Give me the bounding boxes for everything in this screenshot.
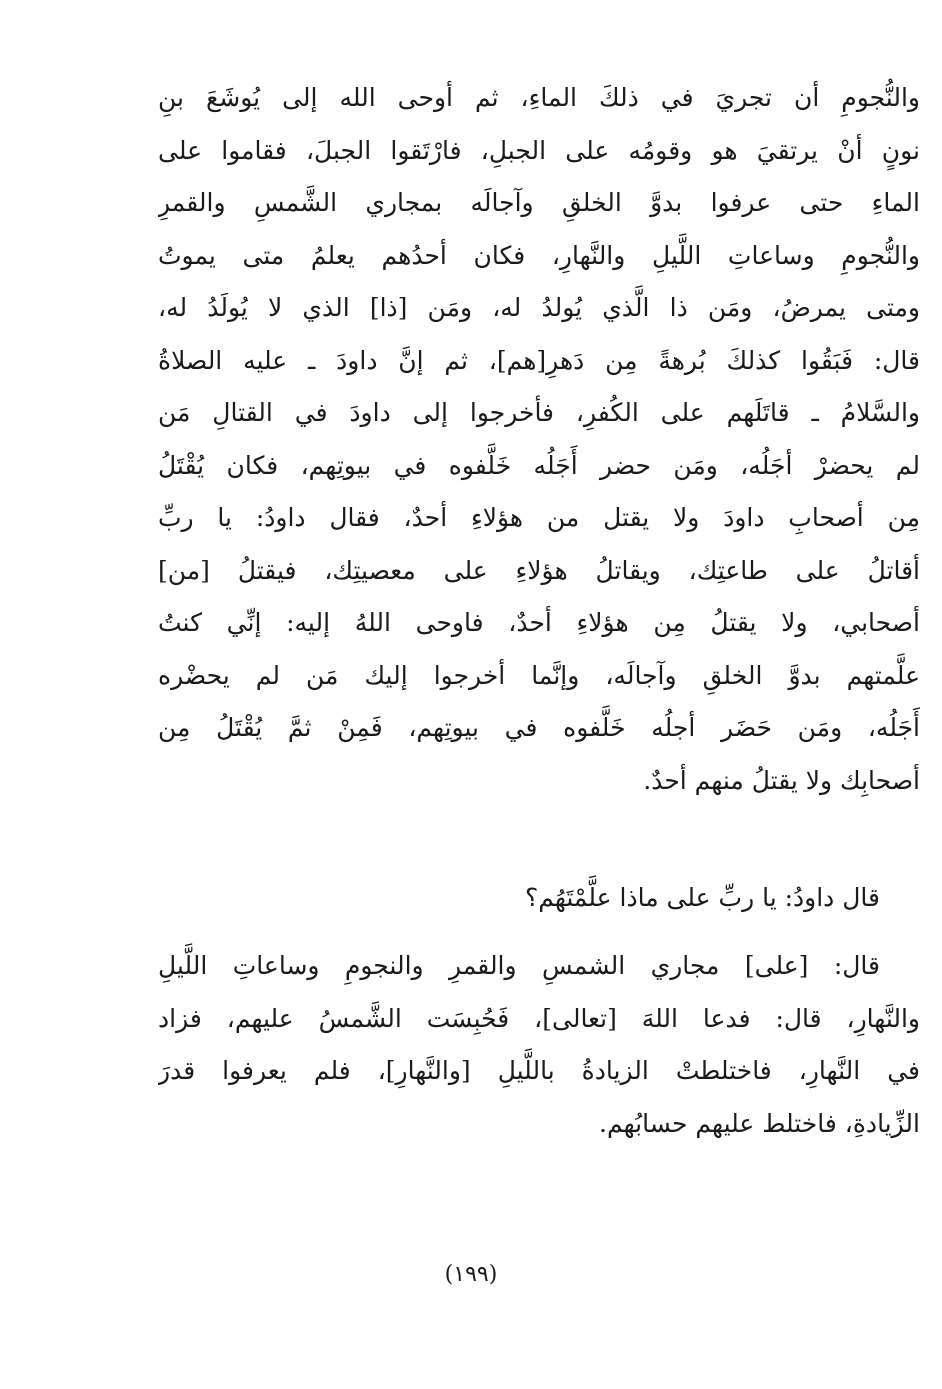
- text-line: الماءِ حتى عرفوا بدوَّ الخلقِ وآجالَه بمجاري الشَّمسِ والقمرِ: [158, 188, 920, 217]
- text-line: أصحابِك ولا يقتلُ منهم أحدٌ.: [643, 765, 920, 795]
- text-line: في النَّهارِ، فاختلطتْ الزيادةُ باللَّيلِ [والنَّهارِ]، فلم يعرفوا قدرَ: [158, 1056, 920, 1085]
- text-line: قال: [على] مجاري الشمسِ والقمرِ والنجومِ وساعاتِ اللَّيلِ: [158, 951, 880, 980]
- text-line: والنُّجومِ وساعاتِ اللَّيلِ والنَّهارِ، فكان أحدُهم يعلمُ متى يموتُ: [158, 240, 920, 270]
- text-line: أقاتلُ على طاعتِك، ويقاتلُ هؤلاءِ على معصيتِك، فيقتلُ [من]: [158, 555, 920, 585]
- text-line: والنَّهارِ، قال: فدعا اللهَ [تعالى]، فَحُبِسَت الشَّمسُ عليهم، فزاد: [158, 1003, 920, 1033]
- text-line: نونٍ أنْ يرتقيَ هو وقومُه على الجبلِ، فارْتَقوا الجبلَ، فقاموا على: [158, 135, 920, 165]
- text-line: لم يحضرْ أجَلُه، ومَن حضر أَجَلُه خَلَّفوه في بيوتِهم، فكان يُقْتَلُ: [158, 450, 920, 480]
- text-line: والسَّلامُ ـ قاتَلَهم على الكُفرِ، فأخرجوا إلى داودَ في القتالِ مَن: [158, 398, 920, 427]
- paragraph-3: [158, 940, 920, 1150]
- paragraph-1: [158, 72, 920, 807]
- text-line: والنُّجومِ أن تجريَ في ذلكَ الماءِ، ثم أوحى الله إلى يُوشَعَ بنِ: [158, 83, 920, 112]
- paragraph-2: [158, 872, 920, 925]
- page-number: (١٩٩): [444, 1262, 498, 1287]
- text-line: أصحابي، ولا يقتلُ مِن هؤلاءِ أحدٌ، فاوحى اللهُ إليه: إنِّي كنتُ: [158, 608, 920, 637]
- text-line: ومتى يمرضُ، ومَن ذا الَّذي يُولدُ له، ومَن [ذا] الذي لا يُولَدُ له،: [158, 293, 920, 322]
- text-line: قال: فَبَقُوا كذلكَ بُرهةً مِن دَهرِ[هم]، ثم إنَّ داودَ ـ عليه الصلاةُ: [158, 345, 920, 375]
- text-line: مِن أصحابِ داودَ ولا يقتل من هؤلاءِ أحدٌ، فقال داودُ: يا ربِّ: [158, 503, 920, 532]
- text-line: قال داودُ: يا ربِّ على ماذا علَّمْتَهُم؟: [524, 883, 880, 912]
- text-line: الزِّيادةِ، فاختلط عليهم حسابُهم.: [599, 1108, 920, 1138]
- text-line: علَّمتهم بدوَّ الخلقِ وآجالَه، وإنَّما أخرجوا إليك مَن لم يحضْره: [158, 660, 920, 690]
- text-line: أَجَلُه، ومَن حَضَر أجلُه خَلَّفوه في بيوتِهم، فَمِنْ ثمَّ يُقْتَلُ مِن: [158, 713, 920, 742]
